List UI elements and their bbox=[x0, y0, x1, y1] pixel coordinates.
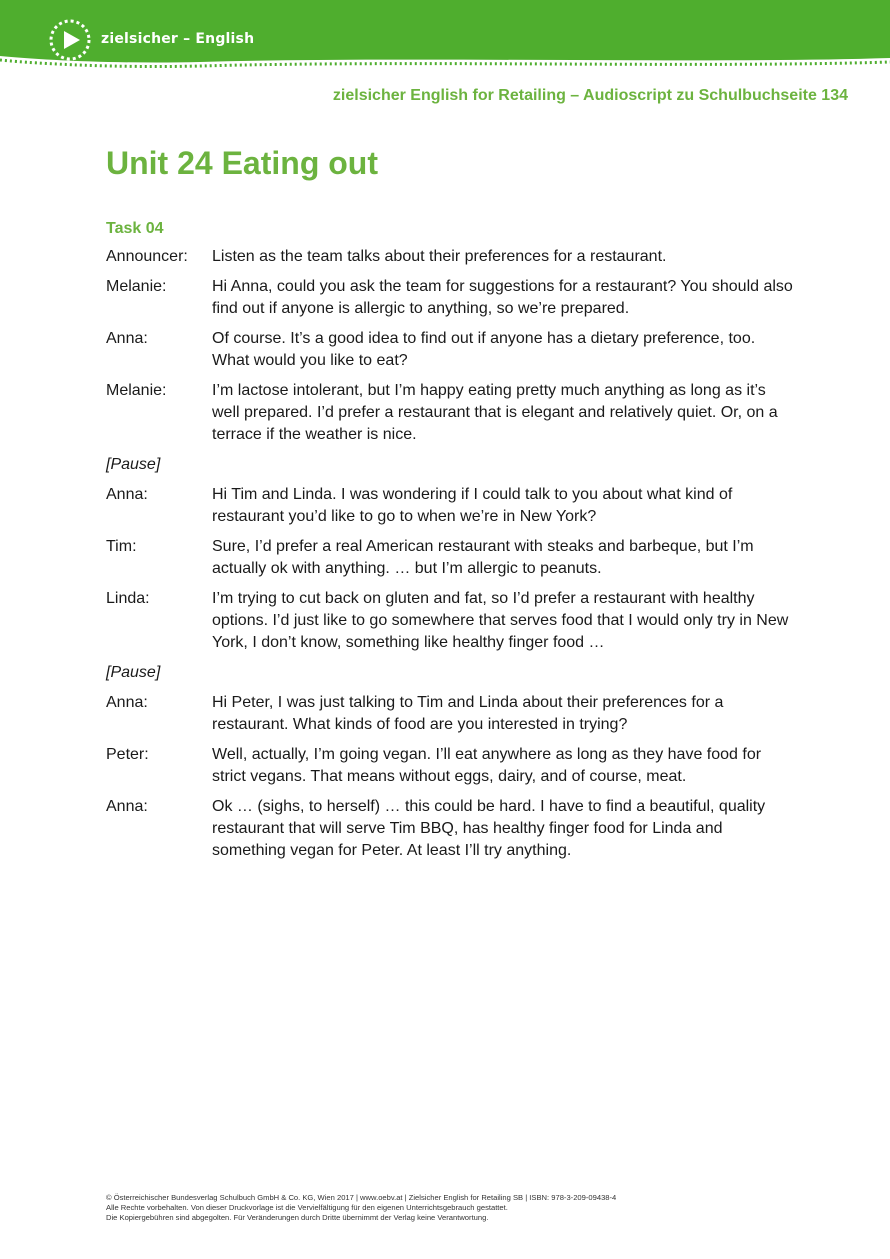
dialogue-text: Listen as the team talks about their preferences for a restaurant. bbox=[212, 248, 667, 265]
dialogue-row bbox=[106, 380, 796, 446]
dialogue-row bbox=[106, 588, 796, 654]
dialogue-text: Of course. It’s a good idea to find out if anyone has a dietary preference, too. What would you like to eat? bbox=[212, 330, 756, 369]
dialogue-text: Sure, I’d prefer a real American restaurant with steaks and barbeque, but I’m actually ok with anything. … but I’m allergic to peanuts. bbox=[212, 538, 754, 577]
dialogue-row bbox=[106, 484, 796, 528]
speaker: Anna: bbox=[106, 798, 148, 815]
pause-row bbox=[106, 662, 796, 684]
play-logo-icon bbox=[51, 21, 89, 59]
dialogue-text: Ok … (sighs, to herself) … this could be hard. I have to find a beautiful, quality restaurant that will serve Tim BBQ, has healthy finger food for Linda and something vegan for Peter. At least I’ll try anything. bbox=[212, 798, 766, 859]
copyright-footer bbox=[106, 1193, 616, 1223]
speaker: Anna: bbox=[106, 330, 148, 347]
dialogue-row bbox=[106, 744, 796, 788]
dialogue-row bbox=[106, 536, 796, 580]
pause-marker: [Pause] bbox=[106, 456, 161, 473]
page-header: zielsicher English for Retailing – Audioscript zu Schulbuchseite 134 bbox=[332, 87, 848, 104]
footer-line: © Österreichischer Bundesverlag Schulbuch GmbH & Co. KG, Wien 2017 | www.oebv.at | Zielsicher English for Retailing SB | ISBN: 978-3-209-09438-4 bbox=[106, 1193, 617, 1202]
dialogue-text: Hi Tim and Linda. I was wondering if I could talk to you about what kind of restaurant you’d like to go to when we’re in New York? bbox=[212, 486, 733, 525]
footer-line: Die Kopiergebühren sind abgegolten. Für Veränderungen durch Dritte übernimmt der Verlag keine Verantwortung. bbox=[106, 1213, 489, 1222]
dialogue-row bbox=[106, 276, 796, 320]
speaker: Peter: bbox=[106, 746, 149, 763]
dialogue-text: Well, actually, I’m going vegan. I’ll eat anywhere as long as they have food for strict vegans. That means without eggs, dairy, and of course, meat. bbox=[212, 746, 762, 785]
speaker: Anna: bbox=[106, 486, 148, 503]
speaker: Anna: bbox=[106, 694, 148, 711]
pause-row bbox=[106, 454, 796, 476]
dialogue-text: Hi Peter, I was just talking to Tim and Linda about their preferences for a restaurant. What kinds of food are you interested in trying? bbox=[212, 694, 724, 733]
audioscript bbox=[106, 246, 796, 870]
speaker: Tim: bbox=[106, 538, 137, 555]
dialogue-row bbox=[106, 328, 796, 372]
speaker: Announcer: bbox=[106, 248, 188, 265]
dialogue-text: I’m lactose intolerant, but I’m happy eating pretty much anything as long as it’s well prepared. I’d prefer a restaurant that is elegant and relatively quiet. Or, on a terrace if the weather is nice. bbox=[212, 382, 778, 443]
task-heading: Task 04 bbox=[106, 220, 164, 237]
dialogue-text: I’m trying to cut back on gluten and fat, so I’d prefer a restaurant with healthy options. I’d just like to go somewhere that serves food that I would only try in New York, I don’t know, something like healthy finger food … bbox=[212, 590, 789, 651]
dialogue-row bbox=[106, 796, 796, 862]
pause-marker: [Pause] bbox=[106, 664, 161, 681]
speaker: Melanie: bbox=[106, 382, 167, 399]
speaker: Melanie: bbox=[106, 278, 167, 295]
unit-title: Unit 24 Eating out bbox=[106, 145, 378, 181]
dialogue-text: Hi Anna, could you ask the team for suggestions for a restaurant? You should also find out if anyone is allergic to anything, so we’re prepared. bbox=[212, 278, 793, 317]
brand-name: zielsicher – English bbox=[101, 31, 255, 47]
footer-line: Alle Rechte vorbehalten. Von dieser Druckvorlage ist die Vervielfältigung für den eigenen Unterrichtsgebrauch gestattet. bbox=[106, 1203, 508, 1212]
dialogue-row bbox=[106, 692, 796, 736]
speaker: Linda: bbox=[106, 590, 150, 607]
dialogue-row bbox=[106, 246, 796, 268]
